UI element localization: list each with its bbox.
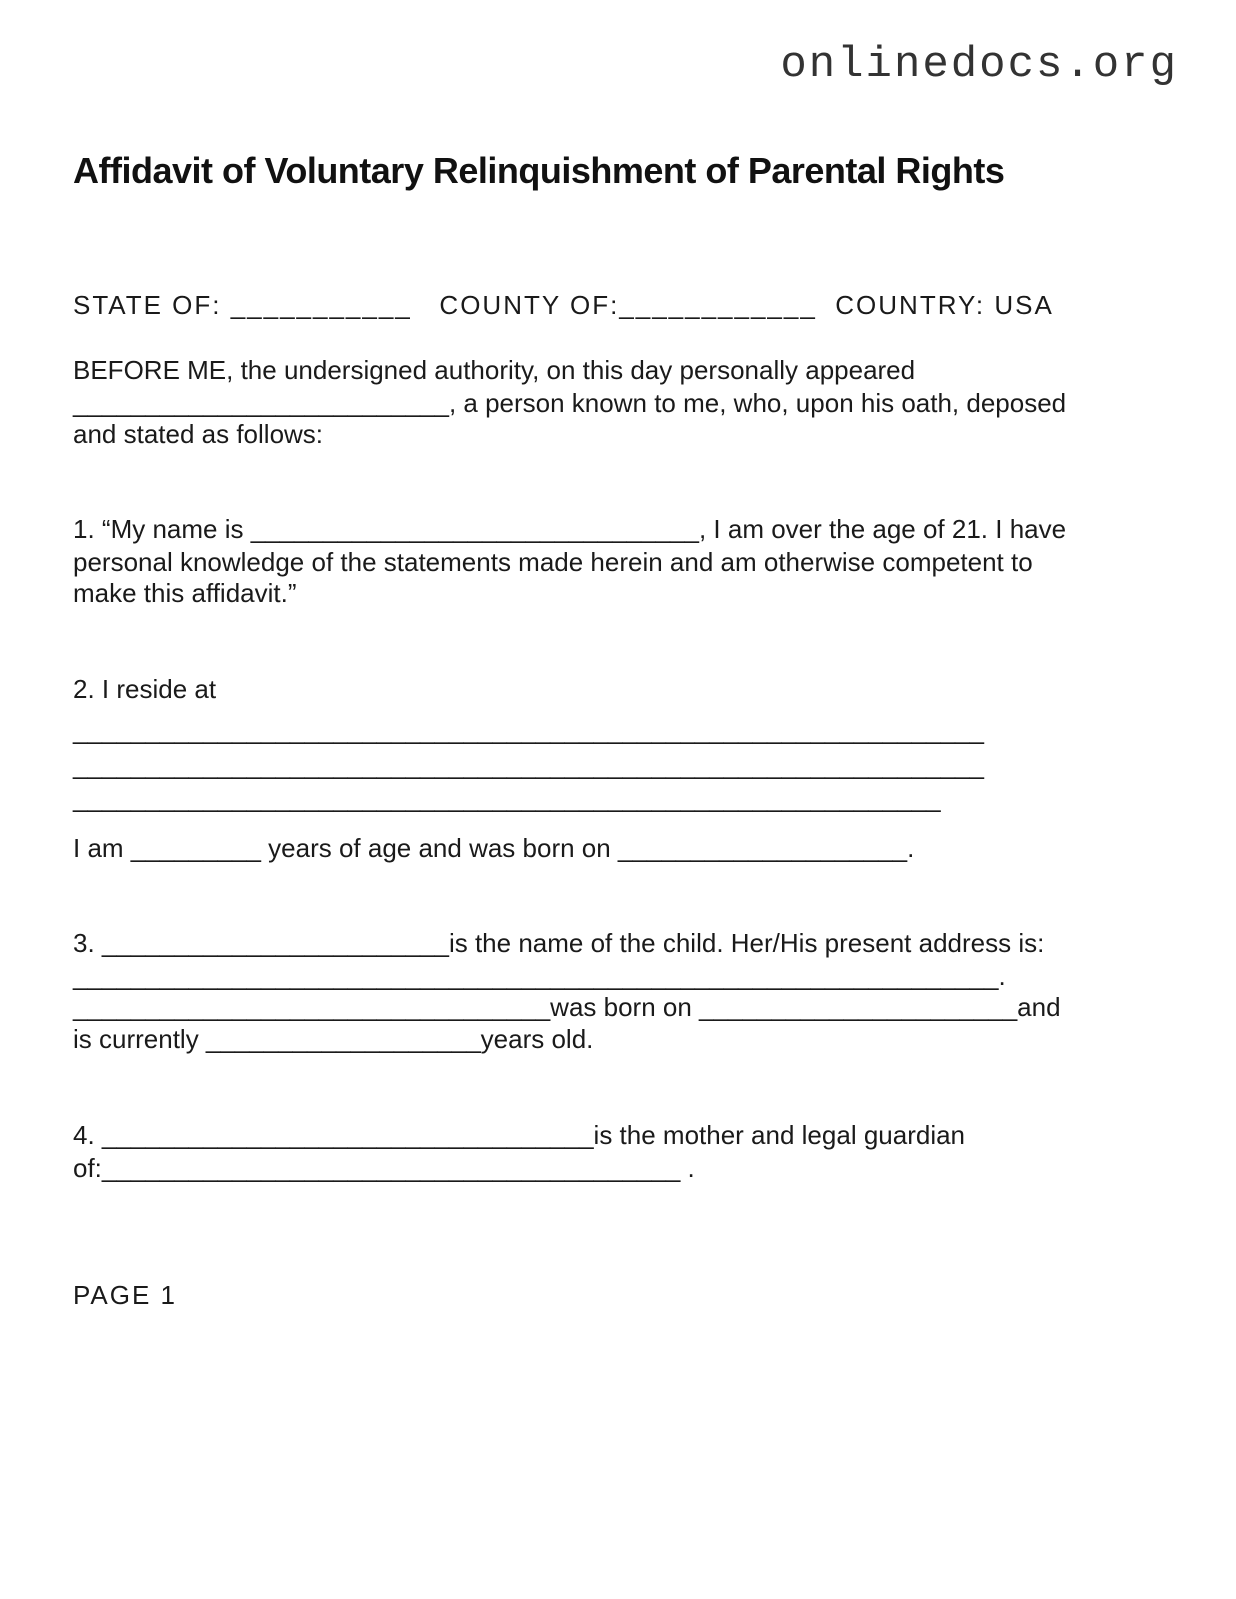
item-1-line-1: 1. “My name is _______________________________, I am over the age of 21. I have — [73, 514, 1067, 544]
watermark: onlinedocs.org — [780, 40, 1178, 90]
address-blank-2: _______________________________________________________________ — [73, 750, 984, 780]
item-1-line-2: personal knowledge of the statements made herein and am otherwise competent to — [73, 547, 1033, 577]
item-4-line-2: of:________________________________________ . — [73, 1153, 695, 1183]
item-4-line-1: 4. __________________________________is the mother and legal guardian — [73, 1120, 966, 1150]
item-3-line-3: _________________________________was born on ______________________and — [73, 992, 1061, 1022]
before-me-line-1: BEFORE ME, the undersigned authority, on this day personally appeared — [73, 355, 916, 385]
before-me-line-2: __________________________, a person known to me, who, upon his oath, deposed — [73, 388, 1067, 418]
jurisdiction-line: STATE OF: ___________ COUNTY OF:____________ COUNTRY: USA — [73, 290, 1054, 320]
age-line: I am _________ years of age and was born on ____________________. — [73, 833, 915, 863]
item-3-line-1: 3. ________________________is the name of the child. Her/His present address is: — [73, 928, 1045, 958]
address-blank-3: ____________________________________________________________ — [73, 783, 941, 813]
item-1-line-3: make this affidavit.” — [73, 578, 297, 608]
document-title: Affidavit of Voluntary Relinquishment of Parental Rights — [73, 150, 1005, 191]
address-blank-1: _______________________________________________________________ — [73, 715, 984, 745]
item-3-line-2: ________________________________________________________________. — [73, 961, 1006, 991]
item-3-line-4: is currently ___________________years old. — [73, 1024, 594, 1054]
item-2-line-1: 2. I reside at — [73, 674, 217, 704]
page-number: PAGE 1 — [73, 1280, 178, 1310]
before-me-line-3: and stated as follows: — [73, 419, 324, 449]
